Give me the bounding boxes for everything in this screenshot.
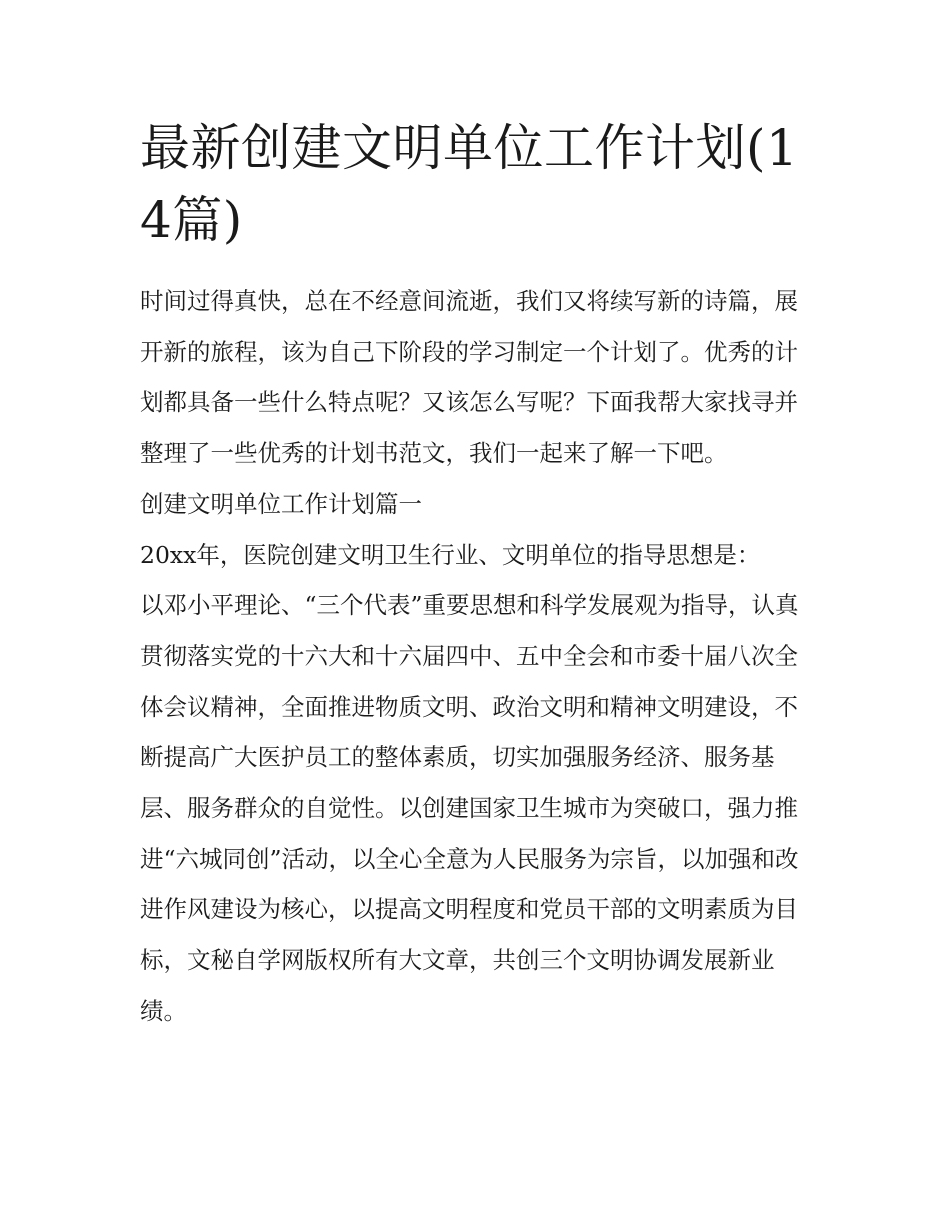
body-paragraph-2: 以邓小平理论、“三个代表”重要思想和科学发展观为指导，认真贯彻落实党的十六大和十六届四中、五中全会和市委十届八次全体会议精神，全面推进物质文明、政治文明和精神文明建设，不断提高广大医护员工的整体素质，切实加强服务经济、服务基层、服务群众的自觉性。以创建国家卫生城市为突破口，强力推进“六城同创”活动，以全心全意为人民服务为宗旨，以加强和改进作风建设为核心，以提高文明程度和党员干部的文明素质为目标，文秘自学网版权所有大文章，共创三个文明协调发展新业绩。 <box>140 591 799 1025</box>
document-title: 最新创建文明单位工作计划(14篇) <box>140 119 799 249</box>
section-heading: 创建文明单位工作计划篇一 <box>140 489 422 518</box>
intro-paragraph: 时间过得真快，总在不经意间流逝，我们又将续写新的诗篇，展开新的旅程，该为自己下阶段的学习制定一个计划了。优秀的计划都具备一些什么特点呢？又该怎么写呢？下面我帮大家找寻并整理了一些优秀的计划书范文，我们一起来了解一下吧。 <box>140 287 798 468</box>
document-body <box>140 276 820 1037</box>
body-paragraph-1: 20xx年，医院创建文明卫生行业、文明单位的指导思想是： <box>140 540 761 569</box>
